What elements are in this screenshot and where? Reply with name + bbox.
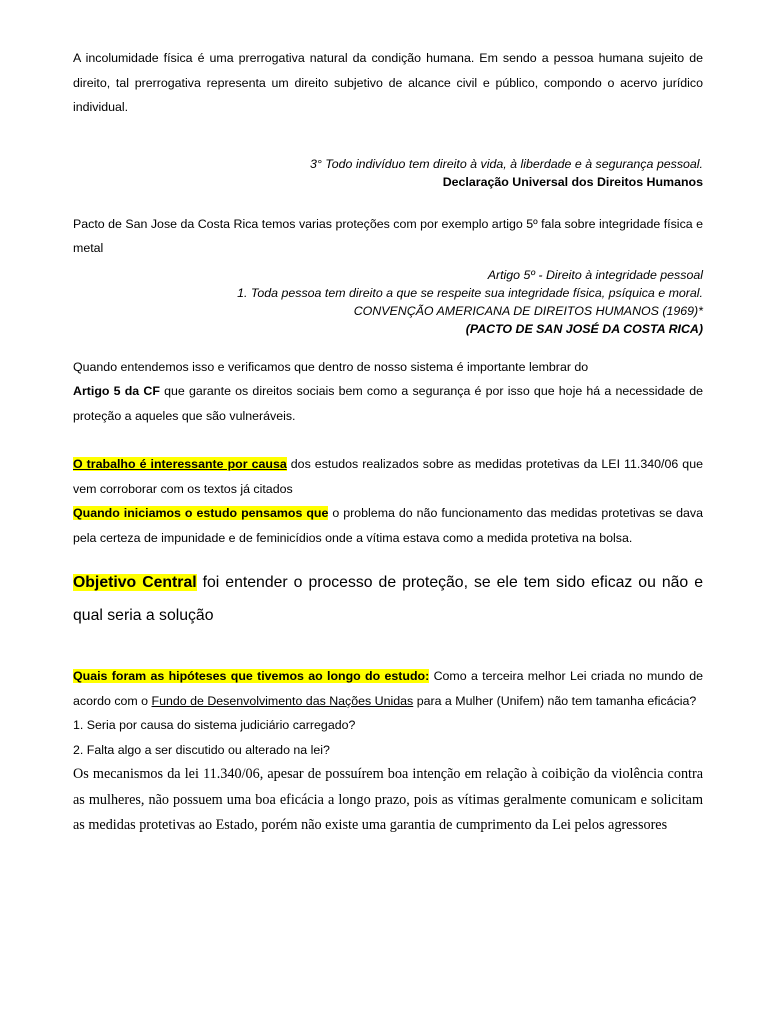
pacto-paragraph: Pacto de San Jose da Costa Rica temos varias proteções com por exemplo artigo 5º fala sobre integridade física e metal	[73, 216, 703, 255]
objetivo-highlight: Objetivo Central	[73, 574, 197, 591]
hipoteses-highlight: Quais foram as hipóteses que tivemos ao longo do estudo:	[73, 669, 430, 683]
hipoteses-paragraph	[73, 664, 703, 713]
intro-paragraph: A incolumidade física é uma prerrogativa natural da condição humana. Em sendo a pessoa humana sujeito de direito, tal prerrogativa representa um direito subjetivo de alcance civil e público, compondo o acervo jurídico individual.	[73, 51, 703, 114]
objetivo-rest: foi entender o processo de proteção, se ele tem sido eficaz ou não e qual seria a solução	[73, 574, 703, 624]
trabalho-highlight: O trabalho é interessante por causa	[73, 457, 287, 471]
quando-paragraph	[73, 379, 703, 428]
hypothesis-item-1: 1. Seria por causa do sistema judiciário carregado?	[73, 718, 356, 732]
hypothesis-item-2: 2. Falta algo a ser discutido ou alterado na lei?	[73, 742, 330, 757]
iniciamos-highlight: Quando iniciamos o estudo pensamos que	[73, 506, 329, 520]
quando-line1: Quando entendemos isso e verificamos que dentro de nosso sistema é importante lembrar do	[73, 359, 589, 374]
convention-article-text: 1. Toda pessoa tem direito a que se respeite sua integridade física, psíquica e moral.	[237, 285, 703, 300]
udhr-source: Declaração Universal dos Direitos Humanos	[442, 174, 703, 189]
udhr-quote: 3° Todo indivíduo tem direito à vida, à liberdade e à segurança pessoal.	[310, 156, 703, 171]
convention-alias: (PACTO DE SAN JOSÉ DA COSTA RICA)	[465, 321, 703, 336]
trabalho-rest: dos estudos realizados sobre as medidas protetivas da LEI 11.340/06 que vem corroborar com os textos já citados	[73, 457, 703, 496]
convention-name: CONVENÇÃO AMERICANA DE DIREITOS HUMANOS (1969)*	[353, 303, 703, 318]
convention-article-title: Artigo 5º - Direito à integridade pessoal	[487, 267, 703, 282]
objetivo-paragraph	[73, 566, 703, 632]
trabalho-paragraph	[73, 452, 703, 501]
hipoteses-text-a: Como a terceira melhor Lei criada no mundo de acordo com o	[73, 669, 703, 708]
unifem-link-text: Fundo de Desenvolvimento das Nações Unidas	[151, 693, 414, 708]
document-page	[73, 46, 703, 839]
cf-article-bold: Artigo 5 da CF	[73, 384, 160, 398]
convention-quote	[73, 266, 703, 338]
final-paragraph: Os mecanismos da lei 11.340/06, apesar de possuírem boa intenção em relação à coibição da violência contra as mulheres, não possuem uma boa eficácia a longo prazo, pois as vítimas geralmente comunicam e solicitam as medidas protetivas ao Estado, porém não existe uma garantia de cumprimento da Lei pelos agressores	[73, 766, 703, 833]
quando-rest: que garante os direitos sociais bem como a segurança é por isso que hoje há a necessidade de proteção a aqueles que são vulneráveis.	[73, 384, 703, 423]
iniciamos-paragraph	[73, 501, 703, 550]
iniciamos-rest: o problema do não funcionamento das medidas protetivas se dava pela certeza de impunidade e de feminicídios onde a vítima estava como a medida protetiva na bolsa.	[73, 506, 704, 545]
hipoteses-text-b: para a Mulher (Unifem) não tem tamanha eficácia?	[413, 693, 697, 708]
